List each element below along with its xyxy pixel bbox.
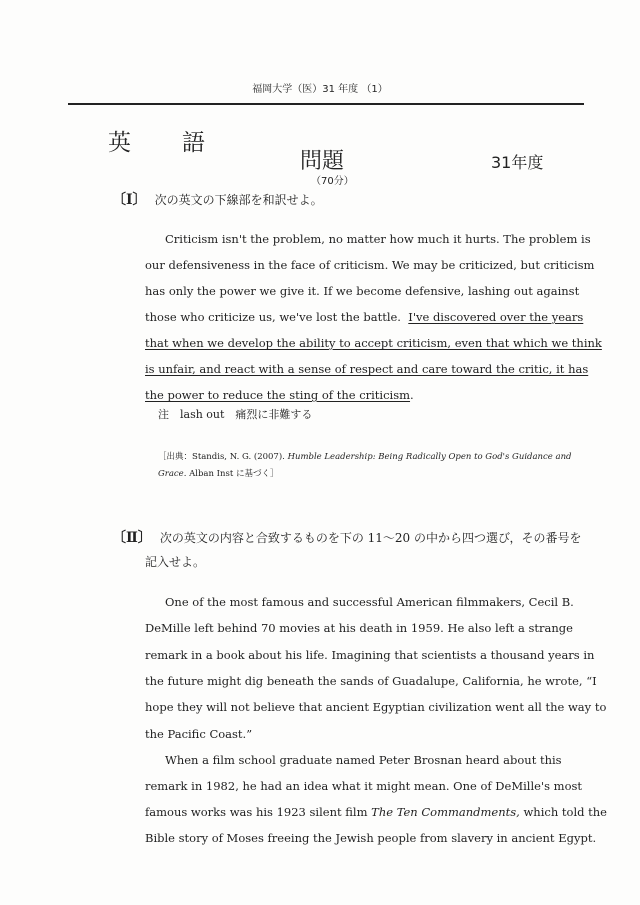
passage2-line: the Pacific Coast.” [145,727,253,741]
underlined-text: the power to reduce the sting of the criticism [145,388,411,402]
section1-instruction: 次の英文の下線部を和訳せよ。 [154,193,323,207]
passage2-line: DeMille left behind 70 movies at his death in 1959. He also left a strange [145,621,573,635]
section1-heading [112,189,323,209]
text: ［出典：Standis, N. G. (2007). [158,452,285,462]
source-citation [158,450,572,462]
text: which told the [523,805,607,819]
passage2-line: remark in a book about his life. Imagining that scientists a thousand years in [145,648,595,662]
passage1-line [145,336,602,350]
text: those who criticize us, we've lost the battle. [145,310,401,324]
underlined-text: I've discovered over the years [408,310,584,324]
year-label: 31年度 [491,153,544,172]
section1-label: 〔Ⅰ〕 [112,192,147,208]
source-citation [158,467,535,479]
vocab-note: 注 lash out 痛烈に非難する [158,408,313,421]
passage2-line: hope they will not believe that ancient Egyptian civilization went all the way to [145,700,607,714]
passage1-line [145,310,584,324]
page-title: 問題 [300,149,345,174]
header-rule [68,103,584,105]
passage2-line: When a film school graduate named Peter Brosnan heard about this [165,753,562,767]
passage1-line [145,362,589,376]
page-header: 福岡大学（医）31 年度 （1） [252,84,388,95]
passage2-line: remark in 1982, he had an idea what it might mean. One of DeMille's most [145,779,583,793]
passage1-line [145,388,535,402]
text: . [410,388,414,402]
book-title: Grace. [158,469,187,479]
text: famous works was his 1923 silent film [145,805,368,819]
book-title: Humble Leadership: Being Radically Open to God's Guidance and [287,452,572,462]
underlined-text: is unfair, and react with a sense of respect and care toward the critic, it has [145,362,589,376]
section2-label: 〔Ⅱ〕 [112,530,152,546]
passage2-line: the future might dig beneath the sands of Guadalupe, California, he wrote, “I [145,674,597,688]
section2-heading [112,527,582,547]
passage1-line: Criticism isn't the problem, no matter how much it hurts. The problem is [165,232,591,246]
passage1-line: our defensiveness in the face of criticism. We may be criticized, but criticism [145,258,595,272]
section2-instruction: 次の英文の内容と合致するものを下の 11～20 の中から四つ選び，その番号を [159,531,582,545]
underlined-text: that when we develop the ability to accept criticism, even that which we think [145,336,602,350]
time-limit: （70分） [311,176,354,187]
section2-instruction-cont: 記入せよ。 [145,555,206,569]
film-title: The Ten Commandments, [371,805,520,819]
subject-title: 英 語 [108,130,219,156]
passage1-line: has only the power we give it. If we become defensive, lashing out against [145,284,580,298]
passage2-line: Bible story of Moses freeing the Jewish people from slavery in ancient Egypt. [145,831,597,845]
text: Alban Inst に基づく］ [189,469,279,479]
passage2-line: One of the most famous and successful American filmmakers, Cecil B. [165,595,574,609]
passage2-line [145,805,607,819]
